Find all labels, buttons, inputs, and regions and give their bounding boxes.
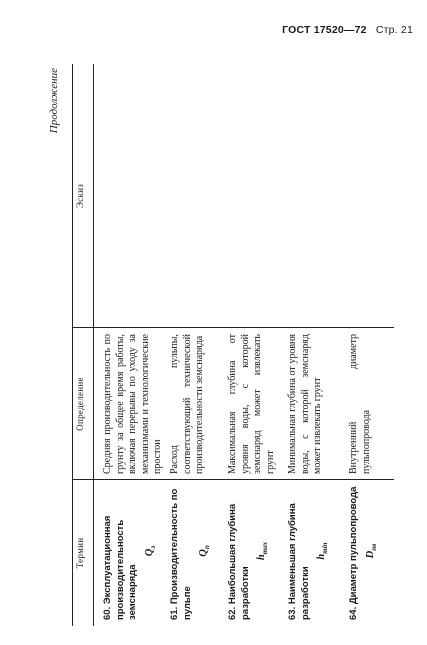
definition-cell: Максимальная глубина от уровня воды, с которой земснаряд может извлекать грунт — [227, 334, 276, 474]
term-text: 64. Диаметр пульпопровода — [348, 486, 359, 620]
column-header-sketch: Эскиз — [75, 183, 85, 209]
definition-cell: Средняя производительность по грунту за общее время работы, включая перерывы по уходу за механизмами и технологические простои — [102, 334, 163, 474]
page-header — [282, 24, 413, 36]
term-cell — [102, 482, 159, 620]
term-text: 61. Производительность по пульпе — [169, 488, 193, 620]
term-text: 63. Наименьшая глубина разработки — [287, 503, 311, 620]
term-symbol: $h_{max}$ — [256, 541, 270, 561]
term-symbol: $D_{пв}$ — [364, 543, 378, 559]
terms-table — [72, 64, 394, 626]
term-cell — [287, 482, 332, 620]
term-symbol: $Q_п$ — [198, 545, 212, 557]
table-top-rule — [72, 64, 73, 626]
term-symbol: $Q_э$ — [143, 545, 157, 557]
definition-cell: Расход пульпы, соответствующий технической производительности земснаряда — [169, 334, 205, 474]
page-number: Стр. 21 — [375, 24, 413, 36]
continuation-label: Продолжение — [48, 68, 60, 134]
header-rule — [93, 64, 94, 626]
column-divider-1 — [72, 479, 394, 480]
term-symbol: $h_{min}$ — [316, 542, 330, 560]
definition-cell: Минимальная глубина от уровня воды, с которой земснаряд может извлекать грунт — [287, 334, 323, 474]
term-cell — [169, 482, 214, 620]
term-text: 62. Наибольшая глубина разработки — [227, 503, 251, 620]
definition-cell: Внутренний диаметр пульпопровода — [348, 334, 372, 474]
rotated-table-page — [48, 64, 396, 626]
column-header-definition: Определение — [75, 377, 85, 431]
column-divider-2 — [72, 327, 394, 328]
term-cell — [348, 482, 380, 620]
column-header-term: Термин — [75, 537, 85, 569]
term-text: 60. Эксплуатационная производительность земснаряда — [102, 515, 138, 620]
term-cell — [227, 482, 272, 620]
standard-number: ГОСТ 17520—72 — [282, 24, 367, 36]
